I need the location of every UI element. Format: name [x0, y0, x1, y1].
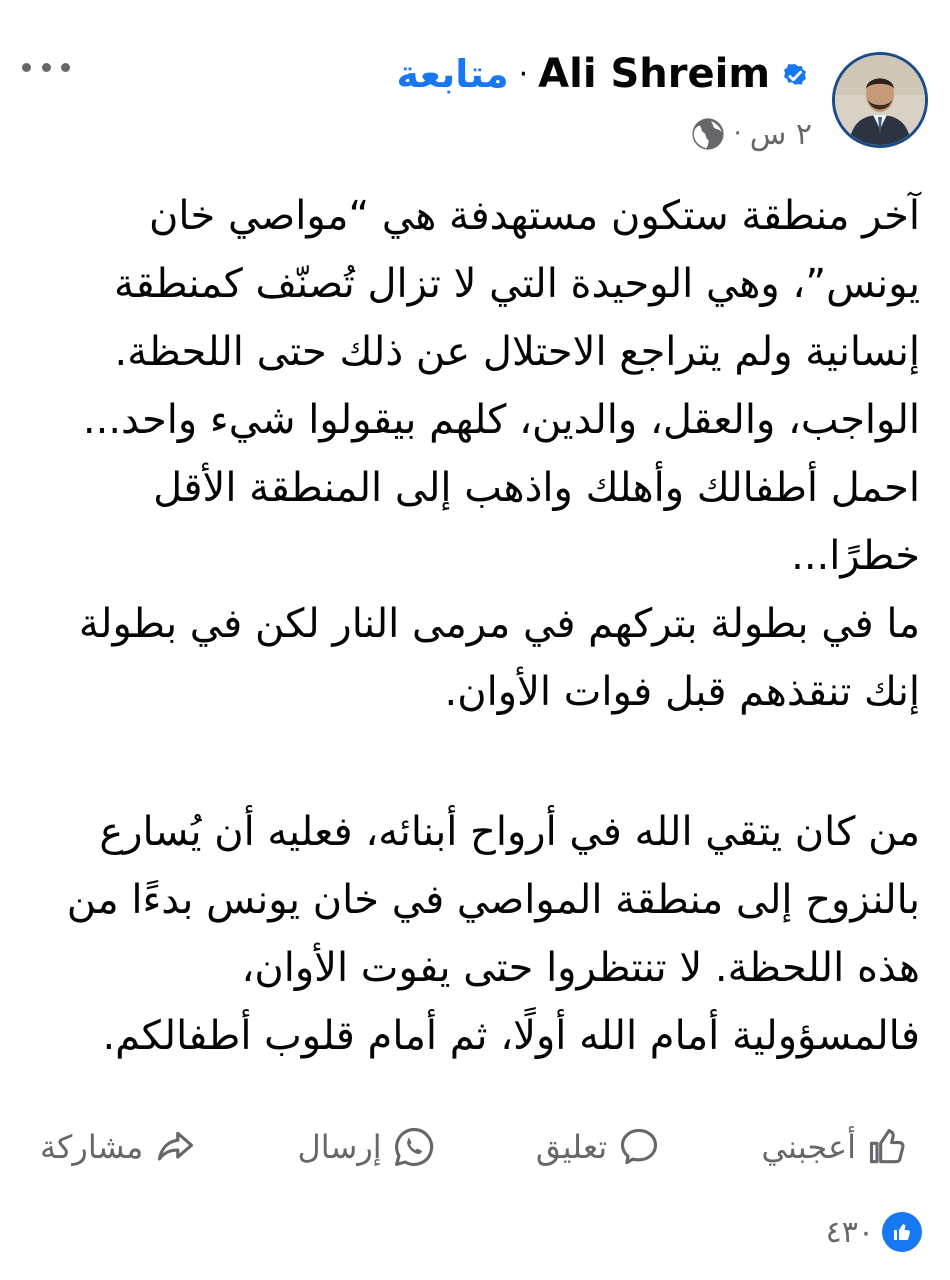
author-name[interactable]: Ali Shreim [538, 51, 770, 97]
post-paragraph: من كان يتقي الله في أرواح أبنائه، فعليه أن يُسارع بالنزوح إلى منطقة المواصي في خان يونس بدءًا من هذه اللحظة. لا تنتظروا حتى يفوت الأوان، فالمسؤولية أمام الله أولًا، ثم أمام قلوب أطفالكم. [66, 809, 920, 1059]
comment-label: تعليق [535, 1128, 608, 1166]
header-separator: · [518, 56, 529, 92]
share-button[interactable] [40, 1125, 197, 1169]
follow-button[interactable]: متابعة [396, 52, 509, 96]
post-meta [691, 112, 812, 156]
meta-separator: · [733, 119, 742, 149]
post-text [40, 182, 920, 1070]
share-label: مشاركة [40, 1128, 144, 1166]
send-label: إرسال [297, 1128, 382, 1166]
reactions-summary[interactable] [826, 1208, 922, 1256]
post-header [397, 44, 810, 104]
globe-icon [691, 117, 725, 151]
avatar[interactable] [832, 52, 928, 148]
thumbs-up-icon [866, 1125, 910, 1169]
post-paragraph: آخر منطقة ستكون مستهدفة هي “مواصي خان يونس”، وهي الوحيدة التي لا تزال تُصنّف كمنطقة إنسانية ولم يتراجع الاحتلال عن ذلك حتى اللحظة. الواجب، والعقل، والدين، كلهم بيقولوا شيء واحد... احمل أطفالك وأهلك واذهب إلى المنطقة الأقل خطرًا... ما في بطولة بتركهم في مرمى النار لكن في بطولة إنك تنقذهم قبل فوات الأوان. [78, 193, 920, 715]
share-icon [153, 1125, 197, 1169]
like-button[interactable] [761, 1125, 910, 1169]
verified-badge-icon [780, 59, 810, 89]
like-label: أعجبني [761, 1128, 856, 1166]
more-options-icon[interactable] [22, 52, 70, 82]
avatar-image [835, 55, 925, 145]
comment-icon [617, 1125, 661, 1169]
send-button[interactable] [298, 1125, 436, 1169]
post-time[interactable]: ٢ س [749, 116, 812, 152]
like-reaction-icon [882, 1212, 922, 1252]
comment-button[interactable] [536, 1125, 661, 1169]
reaction-count: ٤٣٠ [825, 1214, 874, 1250]
action-bar [40, 1112, 910, 1182]
whatsapp-icon [392, 1125, 436, 1169]
